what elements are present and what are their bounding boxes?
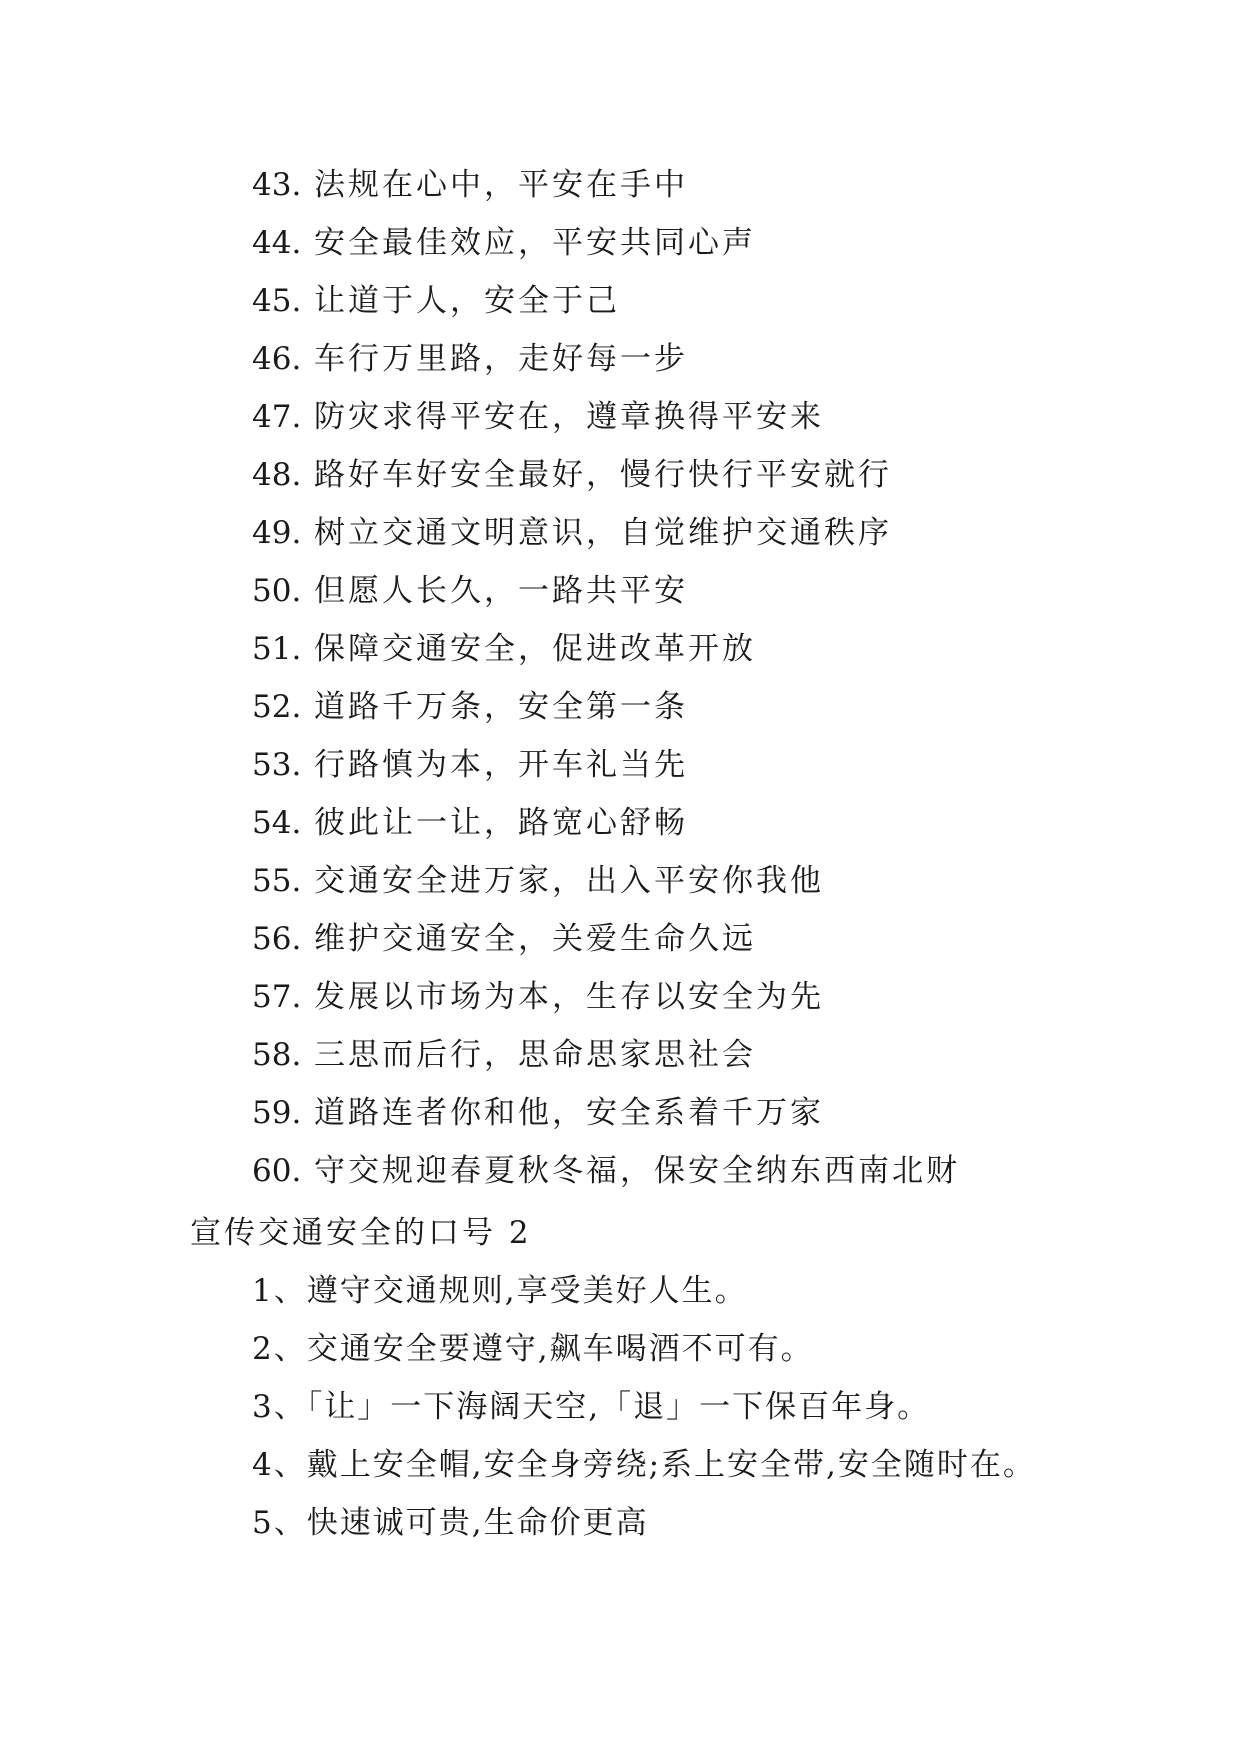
list-item	[252, 1093, 824, 1133]
item-text: 道路千万条，安全第一条	[314, 689, 688, 725]
list-item: 3、「让」一下海阔天空,「退」一下保百年身。	[252, 1389, 931, 1425]
item-number: 51.	[252, 631, 302, 667]
list-item	[252, 919, 756, 959]
list-item	[252, 281, 620, 321]
item-number: 56.	[252, 921, 302, 957]
list-item	[252, 571, 688, 611]
item-text: 道路连者你和他，安全系着千万家	[314, 1095, 824, 1131]
item-text: 车行万里路，走好每一步	[314, 341, 688, 377]
item-number: 57.	[252, 979, 302, 1015]
item-text: 彼此让一让，路宽心舒畅	[314, 805, 688, 841]
list-item	[252, 165, 688, 205]
item-number: 43.	[252, 167, 302, 203]
item-text: 路好车好安全最好，慢行快行平安就行	[314, 457, 892, 493]
list-item: 4、戴上安全帽,安全身旁绕;系上安全带,安全随时在。	[252, 1447, 1036, 1483]
item-text: 树立交通文明意识，自觉维护交通秩序	[314, 515, 892, 551]
item-number: 50.	[252, 573, 302, 609]
item-text: 维护交通安全，关爱生命久远	[314, 921, 756, 957]
item-text: 保障交通安全，促进改革开放	[314, 631, 756, 667]
section-heading: 宣传交通安全的口号 2	[190, 1215, 532, 1251]
item-text: 法规在心中，平安在手中	[314, 167, 688, 203]
list-item	[252, 861, 824, 901]
item-number: 52.	[252, 689, 302, 725]
list-item: 1、遵守交通规则,享受美好人生。	[252, 1273, 748, 1309]
item-text: 安全最佳效应，平安共同心声	[314, 225, 756, 261]
item-text: 三思而后行，思命思家思社会	[314, 1037, 756, 1073]
item-number: 44.	[252, 225, 302, 261]
item-text: 但愿人长久，一路共平安	[314, 573, 688, 609]
item-number: 55.	[252, 863, 302, 899]
item-text: 发展以市场为本，生存以安全为先	[314, 979, 824, 1015]
item-number: 48.	[252, 457, 302, 493]
list-item	[252, 223, 756, 263]
item-number: 47.	[252, 399, 302, 435]
item-number: 59.	[252, 1095, 302, 1131]
list-item	[252, 339, 688, 379]
item-number: 53.	[252, 747, 302, 783]
item-number: 45.	[252, 283, 302, 319]
list-item	[252, 803, 688, 843]
list-item	[252, 1035, 756, 1075]
item-number: 49.	[252, 515, 302, 551]
item-text: 交通安全进万家，出入平安你我他	[314, 863, 824, 899]
item-number: 46.	[252, 341, 302, 377]
list-item: 2、交通安全要遵守,飙车喝酒不可有。	[252, 1331, 814, 1367]
list-item: 5、快速诚可贵,生命价更高	[252, 1505, 649, 1541]
item-number: 54.	[252, 805, 302, 841]
list-item	[252, 745, 688, 785]
item-number: 60.	[252, 1153, 302, 1189]
list-item	[252, 1151, 960, 1191]
item-text: 守交规迎春夏秋冬福，保安全纳东西南北财	[314, 1153, 960, 1189]
list-item	[252, 513, 892, 553]
item-text: 行路慎为本，开车礼当先	[314, 747, 688, 783]
item-text: 防灾求得平安在，遵章换得平安来	[314, 399, 824, 435]
item-number: 58.	[252, 1037, 302, 1073]
list-item	[252, 397, 824, 437]
list-item	[252, 629, 756, 669]
list-item	[252, 455, 892, 495]
list-item	[252, 687, 688, 727]
item-text: 让道于人，安全于己	[314, 283, 620, 319]
list-item	[252, 977, 824, 1017]
